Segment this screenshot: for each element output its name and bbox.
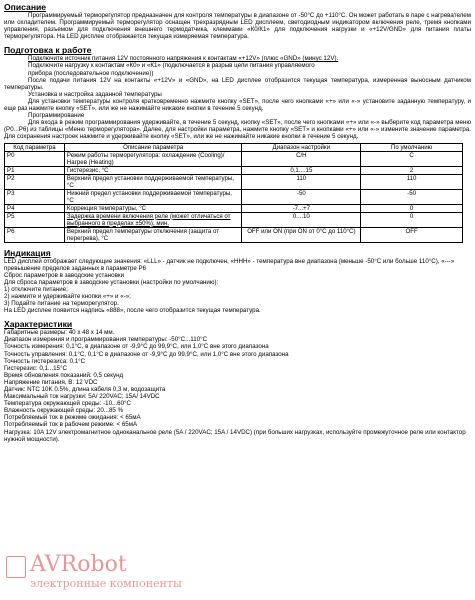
prep-heading: Подготовка к работе (4, 45, 92, 56)
table-row (5, 174, 463, 189)
watermark-subtitle: электронные компоненты (30, 577, 182, 590)
spec-line: Напряжение питания, В: 12 VDC (4, 378, 98, 386)
table-cell: 0....10 (242, 212, 361, 227)
table-cell: 110 (361, 174, 463, 189)
prep-line: Для установки температуры контроля кратковременно нажмите кнопку «SET», после чего кнопками «+» или «-» установите заданную температуру, и еще раз нажмите кнопку «SET», или же не нажимайте никакие кнопки в течение 5 секунд. (4, 97, 471, 113)
spec-line: Датчик: NTC 10K 0.5%, длина кабеля 0,3 м, водозащита (4, 386, 166, 393)
indication-line: Сброс параметров в заводские установки (4, 271, 125, 279)
table-cell: 0,1....15 (242, 166, 361, 174)
table-header-cell: Диапазон настройки (242, 143, 361, 151)
table-cell: P0 (5, 151, 65, 166)
indication-line: 3) Подайте питание на терморегулятор. (4, 300, 119, 308)
spec-line: Потребляемый ток в режиме ожидания: < 65мА (4, 414, 141, 422)
avrobot-watermark (6, 553, 196, 597)
spec-line: Нагрузка: 10A 12V электромагнитное одноканальное реле (5A / 220VAC; 15A / 14VDC) (при больших нагрузках, используйте промежуточное реле или контактор нужной мощности). (4, 428, 466, 443)
indication-line: LED дисплей отображает следующие значения: «LLL» - датчик не подключен, «HHH» - температура вне диапазона (меньше -50°C или больше 110°C), «---» превышение пределов заданных в параметре P6 (4, 257, 455, 272)
spec-line: Точность управления: 0,1°С, 0,1°С в диапазоне от -9,9°С до 99,9°С, или 1,0°С вне этого диапазона (4, 350, 289, 358)
spec-line: Время обновления показаний: 0,5 секунд (4, 371, 124, 379)
table-cell: P5 (5, 212, 65, 227)
spec-line: Температура окружающей среды: -10...60°С (4, 400, 131, 408)
spec-line: Габаритные размеры: 40 х 48 х 14 мм. (4, 329, 115, 337)
table-cell: Нижний предел установки поддерживаемой температуры, °С (64, 189, 242, 204)
prep-line: прибора (последовательное подключение)) (28, 69, 154, 77)
specs-heading: Характеристики (4, 319, 73, 330)
table-cell: C/H (242, 151, 361, 166)
table-cell: P2 (5, 174, 65, 189)
indication-line: На LED дисплее появится надпись «888», после чего отобразится текущая температура. (4, 307, 261, 315)
table-header-cell: Код параметра (5, 143, 65, 151)
indication-line: Для сброса параметров в заводские установки (настройки по умолчанию): (4, 278, 219, 286)
prep-subheading: Программирование (28, 112, 85, 120)
description-text: Программируемый терморегулятор предназначен для контроля температуры в диапазоне от -50°С до +110°С. Он может работать в паре с нагревателем или охладителем. Программируемый терморегулятор оснащен трехразрядным LED дисплеем, светодиодным индикатором включения реле, тремя кнопками управления, разъемом для подключения внешнего термодатчика, клеммами «К0/К1» для подключения нагрузки и «+12V/GND» для питания платы терморегулятора. На LED дисплее отображается текущая измеряемая температура. (4, 12, 471, 41)
spec-line: Гистерезис: 0,1...15°С (4, 364, 67, 372)
table-cell: -50 (242, 189, 361, 204)
prep-line: После подачи питания 12V на контакты «+12V» и «GND», на LED дисплее отобразится текущая температура, измеренная выносным датчиком температуры. (4, 76, 471, 91)
description-heading: Описание (4, 2, 47, 12)
indication-line: 1) отключите питание; (4, 285, 68, 293)
spec-line: Диапазон измерения и программирования температуры: -50°С...110°С (4, 336, 208, 344)
prep-line: Подключите источник питания 12V постоянного напряжения к контактам «+12V» (плюс «GND» (минус 12V). (28, 55, 339, 63)
table-cell: Режим работы терморегулятора: охлаждение (Cooling)/Нагрев (Heating) (64, 151, 242, 166)
table-cell: 0 (361, 204, 463, 212)
table-header-cell: Описание параметра (64, 143, 242, 151)
table-row (5, 227, 463, 242)
table-header-cell: По умолчанию (361, 143, 463, 151)
spec-line: Точность гистерезиса: 0,1°С (4, 357, 86, 365)
table-cell: OFF или ON (при ON от 0°C до 110°C) (242, 227, 361, 242)
table-row (5, 189, 463, 204)
spec-line: Точность измерения: 0,1°С, в диапазоне от -9,9°С до 99,9°С, или 1,0°С вне этого диапазона (4, 343, 269, 351)
table-cell: Гистерезис, °С (64, 166, 242, 174)
table-cell: 2 (361, 166, 463, 174)
table-row (5, 151, 463, 166)
table-cell: Верхний предел температуры отключения (защита от перегрева), °С (64, 227, 242, 242)
table-cell: 110 (242, 174, 361, 189)
parameter-table (4, 143, 463, 243)
table-cell: P6 (5, 227, 65, 242)
watermark-brand: AVRobot (30, 552, 127, 577)
spec-line: Потребляемый ток в рабочем режиме: < 65мА (4, 421, 138, 429)
table-header-row (5, 143, 463, 151)
table-cell: -7...+7 (242, 204, 361, 212)
table-cell: Коррекция температуры, °С (64, 204, 242, 212)
prep-line: Для входа в режим программирования удерживайте, в течение 5 секунд, кнопку «SET», после чего кнопками «+» или «-» выберите код параметра меню (P0...P6) из таблицы «Меню терморегулятора». Далее, для настройки параметра, нажмите кнопку «SET» и кнопками «+» или «-» измените значение параметра. Для сохранения настроек нажмите и удерживайте кнопку «SET», или же не нажимайте никакие кнопки в течение 5 секунд. (4, 119, 471, 141)
table-cell: 0 (361, 212, 463, 227)
table-row (5, 204, 463, 212)
table-cell: C (361, 151, 463, 166)
table-cell: Верхний предел установки поддерживаемой температуры, °С (64, 174, 242, 189)
prep-subheading: Установка и настройка заданной температуры (28, 90, 162, 98)
spec-line: Максимальный ток нагрузки: 5A/ 220VAC; 15A/ 14VDC (4, 393, 160, 401)
table-row (5, 166, 463, 174)
chip-logo-icon (6, 556, 26, 578)
prep-line: Подключите нагрузку к контактам «К0» и «К1» (подключается в разрыв цепи питания управляемого (28, 62, 315, 70)
table-cell: OFF (361, 227, 463, 242)
indication-heading: Индикация (4, 247, 51, 258)
table-cell: P3 (5, 189, 65, 204)
spec-line: Влажность окружающей среды: 20...85 % (4, 407, 124, 415)
table-cell: -50 (361, 189, 463, 204)
table-cell: Задержка времени включения реле (может отличаться от выбранного в пределах ±50%), мин. (64, 212, 242, 227)
table-row (5, 212, 463, 227)
table-cell: P4 (5, 204, 65, 212)
indication-line: 2) нажмите и удерживайте кнопки «+» и «-»; (4, 292, 131, 300)
table-cell: P1 (5, 166, 65, 174)
